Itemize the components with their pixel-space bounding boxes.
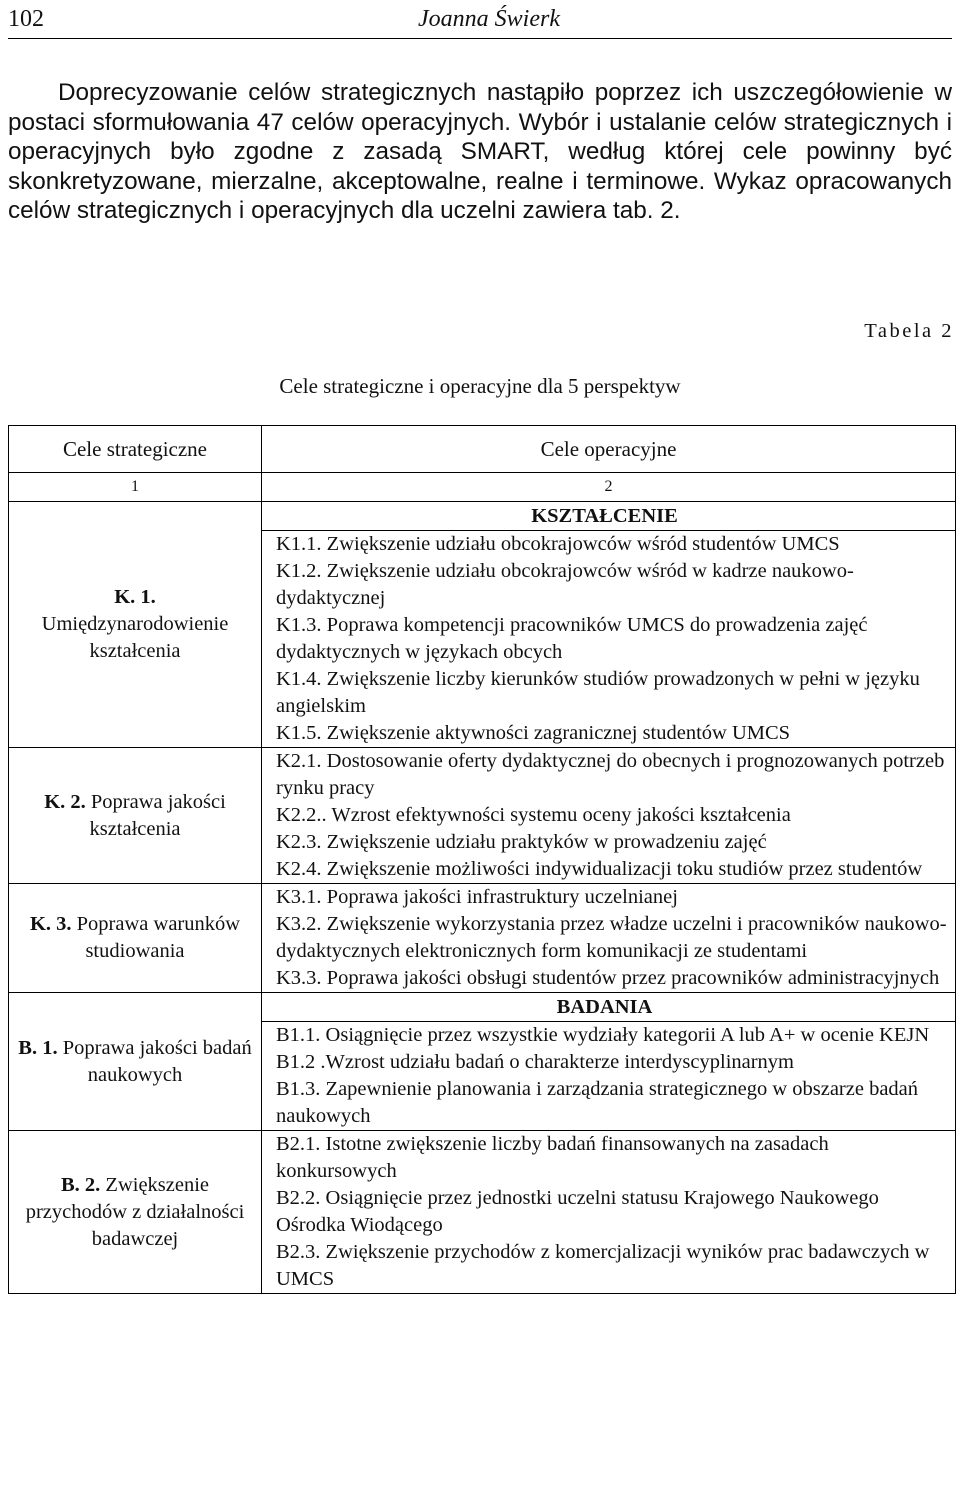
strategic-goal-cell: [9, 884, 262, 993]
goals-table: [8, 425, 956, 1294]
operational-goal: B2.1. Istotne zwiększenie liczby badań finansowanych na zasadach konkursowych: [276, 1133, 829, 1182]
strategic-goal-code: K. 3.: [29, 913, 72, 935]
operational-goals-cell: [262, 748, 956, 884]
operational-goal: B2.2. Osiągnięcie przez jednostki uczelni statusu Krajowego Naukowego Ośrodka Wiodącego: [276, 1187, 879, 1236]
table-row: [9, 1131, 956, 1294]
operational-goal: K2.3. Zwiększenie udziału praktyków w prowadzeniu zajęć: [276, 831, 767, 853]
operational-goal: K2.4. Zwiększenie możliwości indywidualizacji toku studiów przez studentów: [276, 858, 923, 880]
operational-goal: K1.4. Zwiększenie liczby kierunków studiów prowadzonych w pełni w języku angielskim: [276, 668, 920, 717]
operational-goal: B1.2 .Wzrost udziału badań o charakterze interdyscyplinarnym: [276, 1051, 795, 1073]
operational-goal: B2.3. Zwiększenie przychodów z komercjalizacji wyników prac badawczych w UMCS: [276, 1241, 930, 1290]
operational-goals-cell: [262, 884, 956, 993]
strategic-goal-cell: [9, 748, 262, 884]
section-title-badania: BADANIA: [262, 993, 956, 1022]
strategic-goal-cell: [9, 1131, 262, 1294]
column-number-2: 2: [262, 473, 956, 502]
body-paragraph: Doprecyzowanie celów strategicznych nastąpiło poprzez ich uszczegółowienie w postaci sformułowania 47 celów operacyjnych. Wybór i ustalanie celów strategicznych i operacyjnych było zgodne z zasadą SMART, według której cele powinny być skonkretyzowane, mierzalne, akceptowalne, realne i terminowe. Wykaz opracowanych celów strategicznych i operacyjnych dla uczelni zawiera tab. 2.: [8, 79, 952, 225]
running-author: Joanna Świerk: [418, 6, 560, 32]
column-number-1: 1: [9, 473, 262, 502]
strategic-goal-cell: [9, 502, 262, 748]
operational-goals-cell: [262, 1022, 956, 1131]
strategic-goal-code: K. 2.: [44, 790, 86, 813]
section-title-ksztalcenie: KSZTAŁCENIE: [262, 502, 956, 531]
strategic-goal-code: B. 2.: [60, 1173, 101, 1196]
table-label: Tabela 2: [864, 320, 954, 342]
table-header-row: [9, 426, 956, 473]
strategic-goal-code: B. 1.: [18, 1036, 58, 1059]
strategic-goal-text: Poprawa jakości badań naukowych: [62, 1036, 252, 1086]
operational-goal: B1.1. Osiągnięcie przez wszystkie wydziały kategorii A lub A+ w ocenie KEJN: [276, 1024, 930, 1046]
table-caption: Cele strategiczne i operacyjne dla 5 perspektyw: [279, 374, 681, 398]
operational-goal: K1.1. Zwiększenie udziału obcokrajowców wśród studentów UMCS: [276, 533, 840, 555]
operational-goals-cell: [262, 531, 956, 748]
operational-goal: K2.2.. Wzrost efektywności systemu oceny jakości kształcenia: [276, 804, 791, 826]
strategic-goal-text: Zwiększenie przychodów z działalności badawczej: [25, 1173, 245, 1250]
operational-goal: K2.1. Dostosowanie oferty dydaktycznej do obecnych i prognozowanych potrzeb rynku pracy: [276, 750, 945, 799]
section-row: [9, 502, 956, 531]
operational-goal: K3.3. Poprawa jakości obsługi studentów przez pracowników administracyjnych: [276, 967, 940, 989]
operational-goal: K1.2. Zwiększenie udziału obcokrajowców wśród w kadrze naukowo-dydaktycznej: [276, 560, 854, 609]
strategic-goal-code: K. 1.: [114, 586, 156, 608]
operational-goal: B1.3. Zapewnienie planowania i zarządzania strategicznego w obszarze badań naukowych: [276, 1078, 919, 1127]
running-header: [8, 4, 952, 39]
column-number-row: [9, 473, 956, 502]
strategic-goal-cell: [9, 993, 262, 1131]
strategic-goal-text: Umiędzynarodowienie kształcenia: [41, 613, 229, 662]
column-header-strategic: Cele strategiczne: [9, 426, 262, 473]
table-row: [9, 748, 956, 884]
table-row: [9, 884, 956, 993]
strategic-goal-text: Poprawa jakości kształcenia: [89, 790, 226, 840]
operational-goal: K3.1. Poprawa jakości infrastruktury uczelnianej: [276, 886, 678, 908]
column-header-operational: Cele operacyjne: [262, 426, 956, 473]
page-number: 102: [8, 6, 44, 32]
operational-goal: K1.5. Zwiększenie aktywności zagranicznej studentów UMCS: [276, 722, 791, 744]
operational-goal: K3.2. Zwiększenie wykorzystania przez władze uczelni i pracowników naukowo-dydaktycznych elektronicznych form komunikacji ze studentami: [276, 913, 947, 962]
operational-goal: K1.3. Poprawa kompetencji pracowników UMCS do prowadzenia zajęć dydaktycznych w językach obcych: [276, 614, 868, 663]
section-row: [9, 993, 956, 1022]
strategic-goal-text: Poprawa warunków studiowania: [76, 913, 241, 962]
operational-goals-cell: [262, 1131, 956, 1294]
